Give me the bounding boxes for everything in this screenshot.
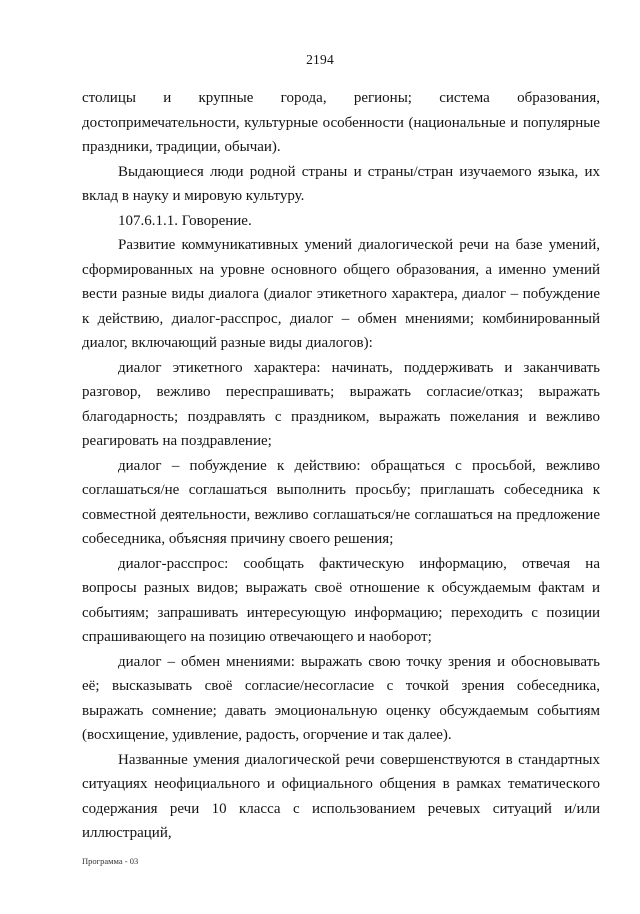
section-heading: 107.6.1.1. Говорение. bbox=[118, 212, 252, 229]
page-number: 2194 bbox=[306, 52, 334, 67]
paragraph-4: Развитие коммуникативных умений диалогической речи на базе умений, сформированных на уровне основного общего образования, а именно умений вести разные виды диалога (диалог этикетного характера, диалог – побуждение к действию, диалог-расспрос, диалог – обмен мнениями; комбинированный диалог, включающий разные виды диалогов): bbox=[82, 237, 600, 351]
paragraph-2: Выдающиеся люди родной страны и страны/стран изучаемого языка, их вклад в науку и мировую культуру. bbox=[82, 163, 600, 204]
paragraph-5: диалог этикетного характера: начинать, поддерживать и заканчивать разговор, вежливо переспрашивать; выражать согласие/отказ; выражать благодарность; поздравлять с праздником, выражать пожелания и вежливо реагировать на поздравление; bbox=[82, 359, 600, 449]
footer-label: Программа - 03 bbox=[82, 856, 139, 866]
paragraph-7: диалог-расспрос: сообщать фактическую информацию, отвечая на вопросы разных видов; выражать своё отношение к обсуждаемым фактам и событиям; запрашивать интересующую информацию; переходить с позиции спрашивающего на позицию отвечающего и наоборот; bbox=[82, 555, 600, 645]
paragraph-8: диалог – обмен мнениями: выражать свою точку зрения и обосновывать её; высказывать своё согласие/несогласие с точкой зрения собеседника, выражать сомнение; давать эмоциональную оценку обсуждаемым событиям (восхищение, удивление, радость, огорчение и так далее). bbox=[82, 653, 600, 743]
document-body bbox=[82, 86, 600, 846]
paragraph-6: диалог – побуждение к действию: обращаться с просьбой, вежливо соглашаться/не соглашаться выполнить просьбу; приглашать собеседника к совместной деятельности, вежливо соглашаться/не соглашаться на предложение собеседника, объясняя причину своего решения; bbox=[82, 457, 600, 547]
paragraph-9: Названные умения диалогической речи совершенствуются в стандартных ситуациях неофициального и официального общения в рамках тематического содержания речи 10 класса с использованием речевых ситуаций и/или иллюстраций, bbox=[82, 751, 600, 841]
paragraph-1: столицы и крупные города, регионы; система образования, достопримечательности, культурные особенности (национальные и популярные праздники, традиции, обычаи). bbox=[82, 90, 600, 155]
